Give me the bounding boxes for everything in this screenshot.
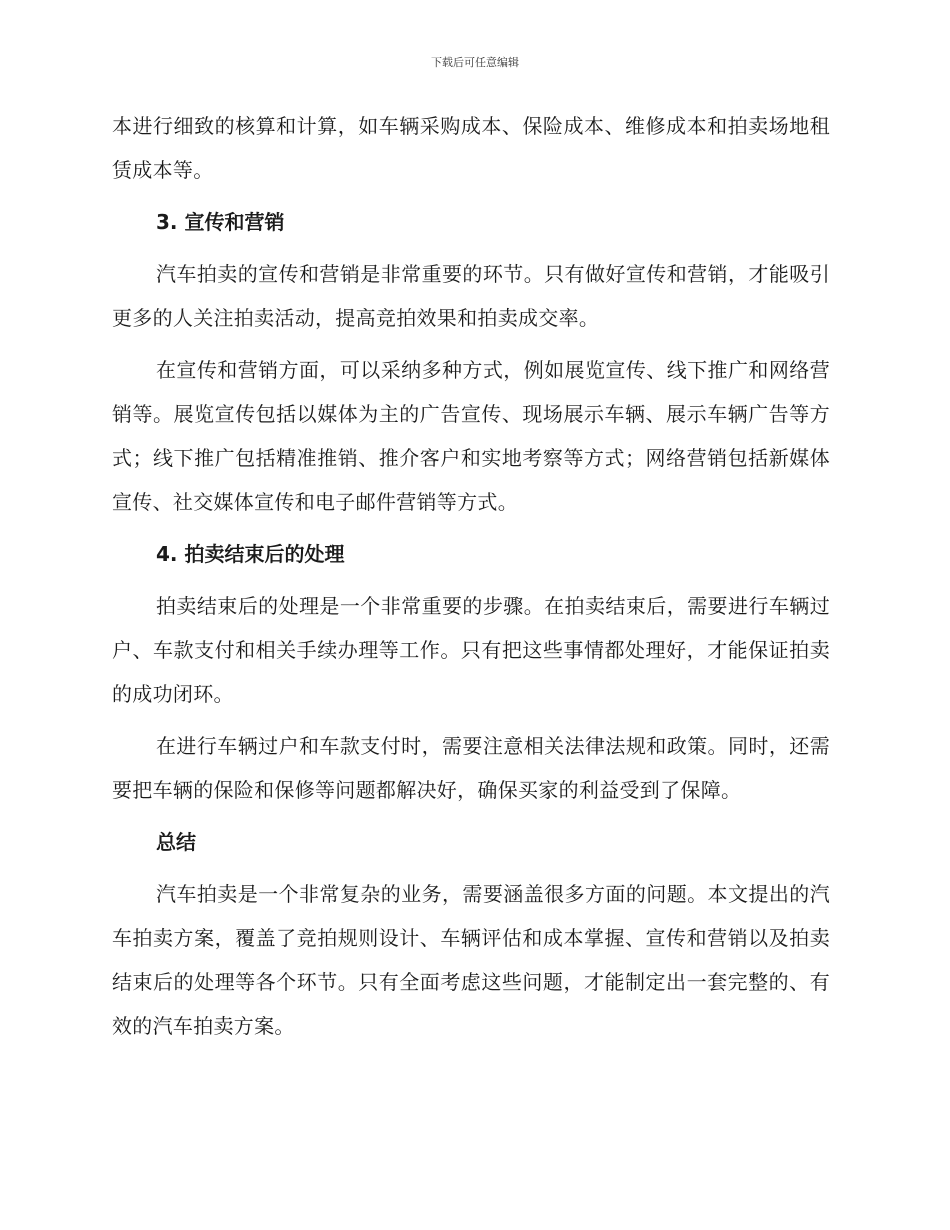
paragraph-post-auction-legal: 在进行车辆过户和车款支付时，需要注意相关法律法规和政策。同时，还需要把车辆的保险和保修等问题都解决好，确保买家的利益受到了保障。 [112, 734, 830, 802]
section-heading-publicity: 3. 宣传和营销 [156, 210, 285, 234]
paragraph-publicity-methods: 在宣传和营销方面，可以采纳多种方式，例如展览宣传、线下推广和网络营销等。展览宣传包括以媒体为主的广告宣传、现场展示车辆、展示车辆广告等方式；线下推广包括精准推销、推介客户和实地考察等方式；网络营销包括新媒体宣传、社交媒体宣传和电子邮件营销等方式。 [112, 358, 830, 514]
section-heading-summary: 总结 [156, 830, 196, 854]
paragraph-publicity-importance: 汽车拍卖的宣传和营销是非常重要的环节。只有做好宣传和营销，才能吸引更多的人关注拍卖活动，提高竞拍效果和拍卖成交率。 [112, 262, 830, 330]
section-heading-post-auction: 4. 拍卖结束后的处理 [156, 542, 345, 566]
page-header: 下载后可任意编辑 [431, 56, 519, 69]
document-body [112, 104, 830, 1056]
paragraph-summary: 汽车拍卖是一个非常复杂的业务，需要涵盖很多方面的问题。本文提出的汽车拍卖方案，覆盖了竞拍规则设计、车辆评估和成本掌握、宣传和营销以及拍卖结束后的处理等各个环节。只有全面考虑这些问题，才能制定出一套完整的、有效的汽车拍卖方案。 [112, 882, 830, 1038]
paragraph-cost-continuation: 本进行细致的核算和计算，如车辆采购成本、保险成本、维修成本和拍卖场地租赁成本等。 [112, 114, 830, 182]
paragraph-post-auction-steps: 拍卖结束后的处理是一个非常重要的步骤。在拍卖结束后，需要进行车辆过户、车款支付和相关手续办理等工作。只有把这些事情都处理好，才能保证拍卖的成功闭环。 [112, 594, 830, 706]
